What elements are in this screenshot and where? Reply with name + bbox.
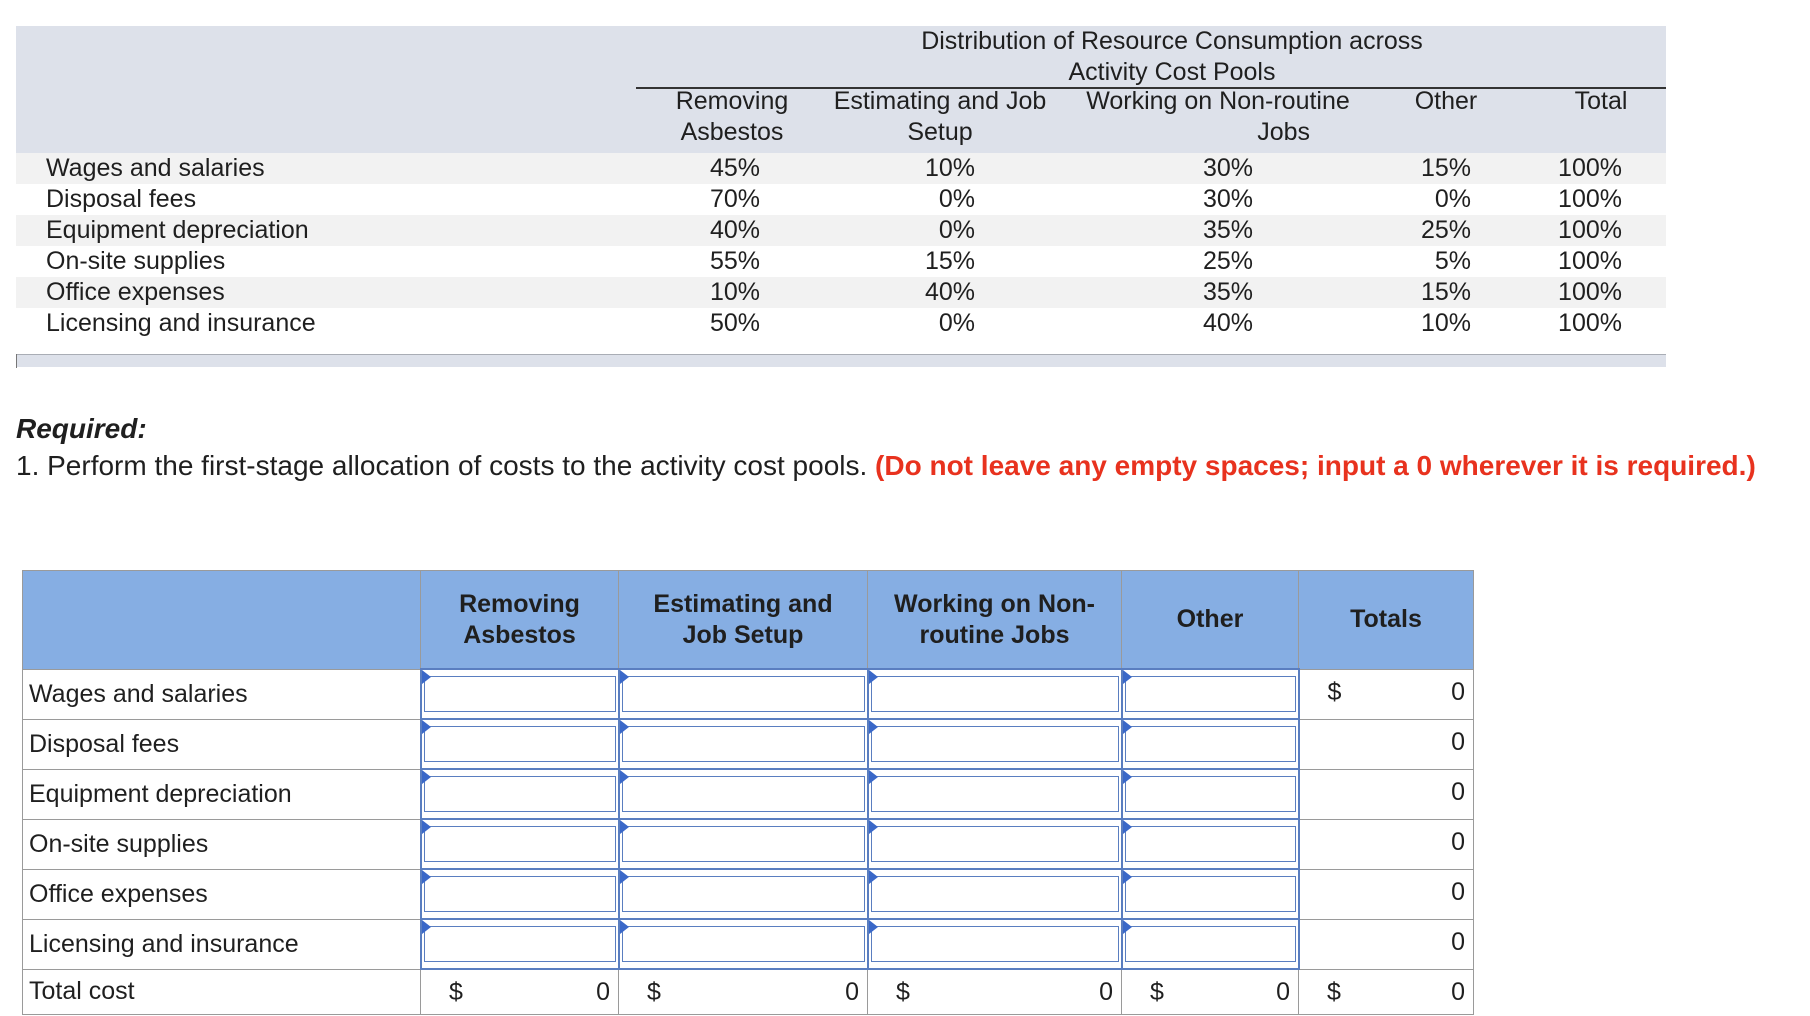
row-value: 100% [1558,247,1622,275]
row-value: 0% [938,185,975,213]
row-value: 15% [924,247,975,275]
amount-input-removing-asbestos[interactable] [424,876,616,912]
amount-input-other[interactable] [1125,676,1296,712]
cell-flag-icon [1123,820,1132,834]
total-cost-cell [421,969,619,1015]
amount-input-estimating-job-setup[interactable] [622,826,865,862]
cell-flag-icon [1123,770,1132,784]
cell-flag-icon [1123,870,1132,884]
table-row [23,869,1474,919]
total-cost-cell [868,969,1122,1015]
cell-flag-icon [620,920,629,934]
input-cell [1122,719,1299,769]
header-working-nonroutine: Working on Non-routine Jobs [868,571,1122,670]
row-value: 15% [1420,278,1471,306]
row-value: 100% [1558,216,1622,244]
row-value: 0% [1434,185,1471,213]
row-total-value: 0 [1451,777,1465,806]
row-value: 15% [1420,154,1471,182]
row-label: Office expenses [23,869,421,919]
amount-input-estimating-job-setup[interactable] [622,676,865,712]
input-cell [868,919,1122,969]
row-label: Equipment depreciation [23,769,421,819]
total-cost-value: 0 [1451,977,1465,1006]
total-cost-row [23,969,1474,1015]
input-cell [619,819,868,869]
cell-flag-icon [422,820,431,834]
allocation-body [23,669,1474,1015]
header-other: Other [1122,571,1299,670]
header-estimating-job-setup: Estimating and Job Setup [619,571,868,670]
input-cell [1122,769,1299,819]
amount-input-removing-asbestos[interactable] [424,676,616,712]
row-value: 30% [1202,154,1253,182]
row-value: 10% [709,278,760,306]
row-label: On-site supplies [23,819,421,869]
row-total-cell [1299,669,1474,719]
input-cell [619,719,868,769]
cell-flag-icon [1123,670,1132,684]
distribution-table [16,26,1666,368]
amount-input-estimating-job-setup[interactable] [622,926,865,962]
amount-input-other[interactable] [1125,826,1296,862]
col-header-total: Total [1574,87,1628,115]
input-cell [868,669,1122,719]
amount-input-working-nonroutine[interactable] [871,876,1119,912]
cell-flag-icon [422,770,431,784]
currency-symbol: $ [1327,977,1341,1006]
row-label: Licensing and insurance [46,309,316,337]
currency-symbol: $ [896,978,910,1006]
row-label: Disposal fees [23,719,421,769]
required-instruction: 1. Perform the first-stage allocation of costs to the activity cost pools. [16,450,868,481]
input-cell [421,669,619,719]
input-cell [868,819,1122,869]
row-value: 35% [1202,216,1253,244]
row-total-value: 0 [1451,727,1465,756]
input-cell [868,719,1122,769]
row-total-value: 0 [1451,827,1465,856]
amount-input-estimating-job-setup[interactable] [622,876,865,912]
amount-input-other[interactable] [1125,926,1296,962]
row-label: Licensing and insurance [23,919,421,969]
input-cell [1122,869,1299,919]
row-label: Office expenses [46,278,225,306]
row-total-cell [1299,919,1474,969]
row-total-value: 0 [1451,877,1465,906]
cell-flag-icon [620,720,629,734]
row-value: 70% [709,185,760,213]
allocation-table [22,570,1474,1015]
row-value: 40% [1202,309,1253,337]
col-header-other: Other [1414,87,1478,115]
cell-flag-icon [422,670,431,684]
row-label: Wages and salaries [23,669,421,719]
cell-flag-icon [620,820,629,834]
col-header-estimating: Estimating and Job Setup [833,87,1047,146]
amount-input-removing-asbestos[interactable] [424,776,616,812]
input-cell [619,669,868,719]
col-header-working-nonroutine: Working on Non-routine Jobs [1086,87,1350,146]
row-value: 45% [709,154,760,182]
header-removing-asbestos: Removing Asbestos [421,571,619,670]
table-row [23,769,1474,819]
cell-flag-icon [1123,920,1132,934]
input-cell [868,869,1122,919]
amount-input-working-nonroutine[interactable] [871,676,1119,712]
total-cost-value: 0 [1276,978,1290,1006]
amount-input-estimating-job-setup[interactable] [622,776,865,812]
row-total-cell [1299,819,1474,869]
row-value: 40% [709,216,760,244]
required-note: (Do not leave any empty spaces; input a 0 wherever it is required.) [875,450,1756,481]
amount-input-working-nonroutine[interactable] [871,826,1119,862]
table-row [23,819,1474,869]
amount-input-working-nonroutine[interactable] [871,776,1119,812]
table-row [23,719,1474,769]
row-label: Equipment depreciation [46,216,309,244]
row-value: 35% [1202,278,1253,306]
distribution-footer-band [16,354,1666,367]
input-cell [1122,819,1299,869]
cell-flag-icon [620,670,629,684]
row-value: 100% [1558,278,1622,306]
amount-input-removing-asbestos[interactable] [424,926,616,962]
table-corner-mark [16,354,17,368]
currency-symbol: $ [1150,978,1164,1006]
row-value: 100% [1558,154,1622,182]
row-value: 0% [938,216,975,244]
input-cell [421,769,619,819]
total-cost-cell [1122,969,1299,1015]
cell-flag-icon [422,920,431,934]
cell-flag-icon [869,770,878,784]
row-label: On-site supplies [46,247,226,275]
input-cell [619,919,868,969]
currency-symbol: $ [1327,677,1342,706]
table-row [23,669,1474,719]
row-value: 50% [709,309,760,337]
allocation-header-row [23,571,1474,670]
total-cost-cell [1299,969,1474,1015]
input-cell [619,869,868,919]
row-total-cell [1299,869,1474,919]
cell-flag-icon [1123,720,1132,734]
row-value: 30% [1202,185,1253,213]
total-cost-value: 0 [845,978,859,1006]
cell-flag-icon [620,870,629,884]
input-cell [421,869,619,919]
row-total-value: 0 [1451,927,1465,956]
col-header-removing-asbestos: Removing Asbestos [675,87,789,146]
row-label: Wages and salaries [46,154,265,182]
input-cell [421,919,619,969]
row-value: 100% [1558,185,1622,213]
amount-input-other[interactable] [1125,876,1296,912]
cell-flag-icon [422,870,431,884]
input-cell [1122,919,1299,969]
row-label: Disposal fees [46,185,197,213]
amount-input-estimating-job-setup[interactable] [622,726,865,762]
cell-flag-icon [422,720,431,734]
cell-flag-icon [869,870,878,884]
required-title: Required: [16,413,147,444]
amount-input-working-nonroutine[interactable] [871,926,1119,962]
cell-flag-icon [869,920,878,934]
currency-symbol: $ [449,978,463,1006]
row-value: 0% [938,309,975,337]
input-cell [619,769,868,819]
row-value: 55% [709,247,760,275]
row-value: 25% [1420,216,1471,244]
row-value: 25% [1202,247,1253,275]
row-value: 10% [1420,309,1471,337]
total-cost-value: 0 [596,978,610,1006]
input-cell [868,769,1122,819]
row-value: 5% [1434,247,1471,275]
row-value: 40% [924,278,975,306]
amount-input-removing-asbestos[interactable] [424,726,616,762]
header-totals: Totals [1299,571,1474,670]
amount-input-working-nonroutine[interactable] [871,726,1119,762]
input-cell [1122,669,1299,719]
table-row [23,919,1474,969]
currency-symbol: $ [647,978,661,1006]
distribution-title: Distribution of Resource Consumption across Activity Cost Pools [921,27,1423,86]
header-blank [23,571,421,670]
cell-flag-icon [620,770,629,784]
row-value: 100% [1558,309,1622,337]
row-total-cell [1299,769,1474,819]
amount-input-removing-asbestos[interactable] [424,826,616,862]
input-cell [421,819,619,869]
amount-input-other[interactable] [1125,726,1296,762]
row-value: 10% [924,154,975,182]
cell-flag-icon [869,670,878,684]
amount-input-other[interactable] [1125,776,1296,812]
row-total-cell [1299,719,1474,769]
total-cost-cell [619,969,868,1015]
cell-flag-icon [869,720,878,734]
required-section [16,410,1806,484]
row-total-value: 0 [1451,677,1465,706]
cell-flag-icon [869,820,878,834]
input-cell [421,719,619,769]
total-cost-label: Total cost [23,969,421,1015]
total-cost-value: 0 [1099,978,1113,1006]
